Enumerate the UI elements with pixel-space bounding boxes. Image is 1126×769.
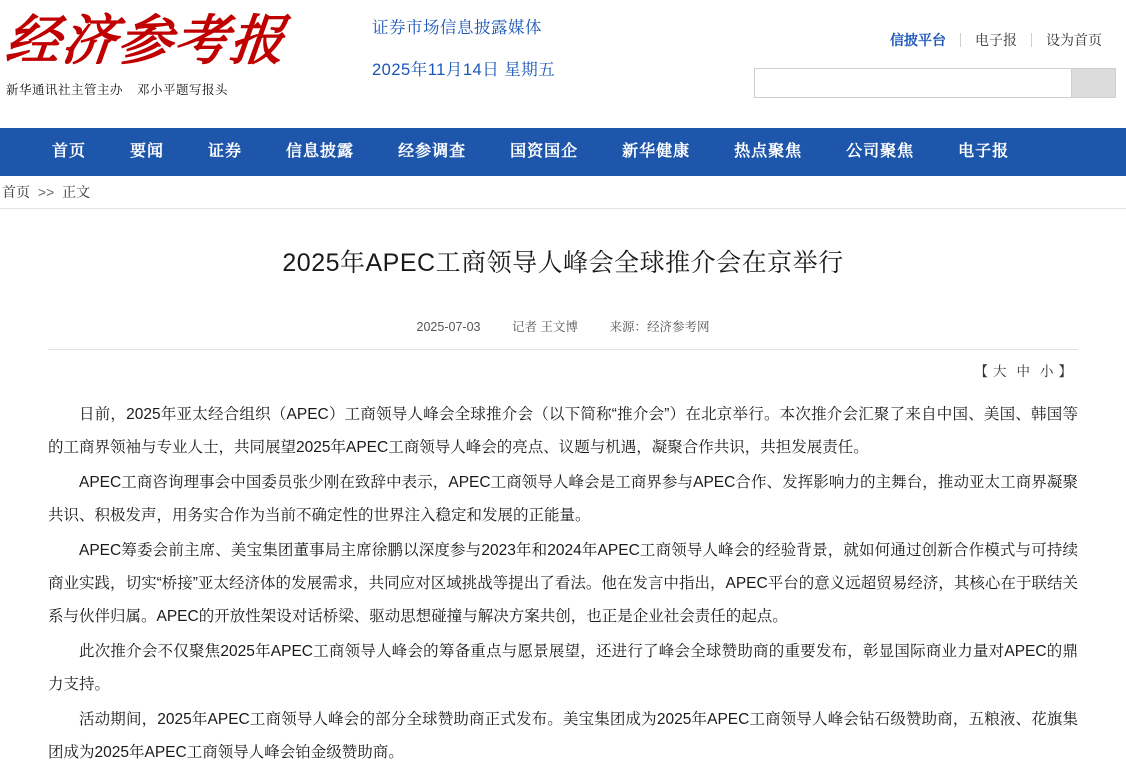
search-input[interactable]	[755, 69, 1071, 97]
nav-item-state-enterprises[interactable]: 国资国企	[510, 143, 579, 160]
nav-item-home[interactable]: 首页	[52, 143, 87, 160]
header-center-block	[372, 14, 555, 80]
article-paragraph: APEC工商咨询理事会中国委员张少刚在致辞中表示，APEC工商领导人峰会是工商界参与APEC合作、发挥影响力的主舞台，推动亚太工商界凝聚共识、积极发声，用务实合作为当前不确定性的世界注入稳定和发展的正能量。	[48, 474, 1078, 524]
breadcrumb-home[interactable]: 首页	[2, 184, 30, 200]
site-header	[0, 0, 1126, 128]
media-descriptor: 证券市场信息披露媒体	[372, 19, 542, 37]
masthead-subtitle	[6, 80, 306, 98]
masthead-title: 经济参考报	[2, 11, 290, 71]
article-paragraph: 此次推介会不仅聚焦2025年APEC工商领导人峰会的筹备重点与愿景展望，还进行了峰会全球赞助商的重要发布，彰显国际商业力量对APEC的鼎力支持。	[48, 643, 1078, 693]
article-date: 2025-07-03	[416, 320, 481, 334]
nav-item-xinhua-health[interactable]: 新华健康	[622, 143, 691, 160]
search-button[interactable]	[1071, 69, 1115, 97]
breadcrumb-current: 正文	[62, 184, 91, 200]
article-body	[48, 398, 1078, 769]
nav-item-securities[interactable]: 证券	[208, 143, 243, 160]
top-link-epaper[interactable]: 电子报	[975, 32, 1017, 48]
nav-item-hot-topics[interactable]: 热点聚焦	[734, 143, 803, 160]
article-title: 2025年APEC工商领导人峰会全球推介会在京举行	[282, 249, 844, 277]
main-navigation	[0, 128, 1126, 176]
font-size-small[interactable]: 小	[1040, 364, 1054, 379]
search-box[interactable]	[754, 68, 1116, 98]
article-container	[48, 209, 1078, 769]
font-size-large[interactable]: 大	[993, 364, 1007, 379]
nav-item-investigation[interactable]: 经参调查	[398, 143, 467, 160]
article-meta	[48, 317, 1078, 350]
article-paragraph: 活动期间，2025年APEC工商领导人峰会的部分全球赞助商正式发布。美宝集团成为2025年APEC工商领导人峰会钻石级赞助商，五粮液、花旗集团成为2025年APEC工商领导人峰会铂金级赞助商。	[48, 711, 1078, 761]
font-size-controls	[48, 350, 1078, 380]
top-link-disclosure-platform[interactable]: 信披平台	[890, 32, 946, 48]
current-date: 2025年11月14日 星期五	[372, 61, 556, 79]
nav-item-epaper[interactable]: 电子报	[958, 143, 1010, 160]
breadcrumb-separator: >>	[37, 184, 55, 200]
breadcrumb	[0, 176, 1126, 209]
font-size-medium[interactable]: 中	[1016, 364, 1030, 379]
masthead-sub-left: 新华通讯社主管主办	[6, 82, 124, 97]
nav-item-company-focus[interactable]: 公司聚焦	[846, 143, 915, 160]
article-paragraph: 日前，2025年亚太经合组织（APEC）工商领导人峰会全球推介会（以下简称“推介会”）在北京举行。本次推介会汇聚了来自中国、美国、韩国等的工商界领袖与专业人士，共同展望2025年APEC工商领导人峰会的亮点、议题与机遇，凝聚合作共识，共担发展责任。	[48, 406, 1078, 456]
nav-item-disclosure[interactable]: 信息披露	[286, 143, 355, 160]
article-author: 记者 王文博	[511, 320, 578, 334]
masthead-sub-right: 邓小平题写报头	[137, 82, 229, 97]
font-size-bracket-left: 【	[974, 364, 988, 379]
font-size-bracket-right: 】	[1058, 364, 1072, 379]
masthead[interactable]	[2, 8, 306, 98]
article-paragraph: APEC筹委会前主席、美宝集团董事局主席徐鹏以深度参与2023年和2024年APEC工商领导人峰会的经验背景，就如何通过创新合作模式与可持续商业实践，切实“桥接”亚太经济体的发展需求，共同应对区域挑战等提出了看法。他在发言中指出，APEC平台的意义远超贸易经济，其核心在于联结关系与伙伴归属。APEC的开放性架设对话桥梁、驱动思想碰撞与解决方案共创，也正是企业社会责任的起点。	[48, 542, 1078, 625]
nav-item-top-news[interactable]: 要闻	[130, 143, 165, 160]
top-link-set-homepage[interactable]: 设为首页	[1046, 32, 1102, 48]
header-top-links	[876, 30, 1116, 50]
article-source: 来源：经济参考网	[609, 320, 710, 334]
